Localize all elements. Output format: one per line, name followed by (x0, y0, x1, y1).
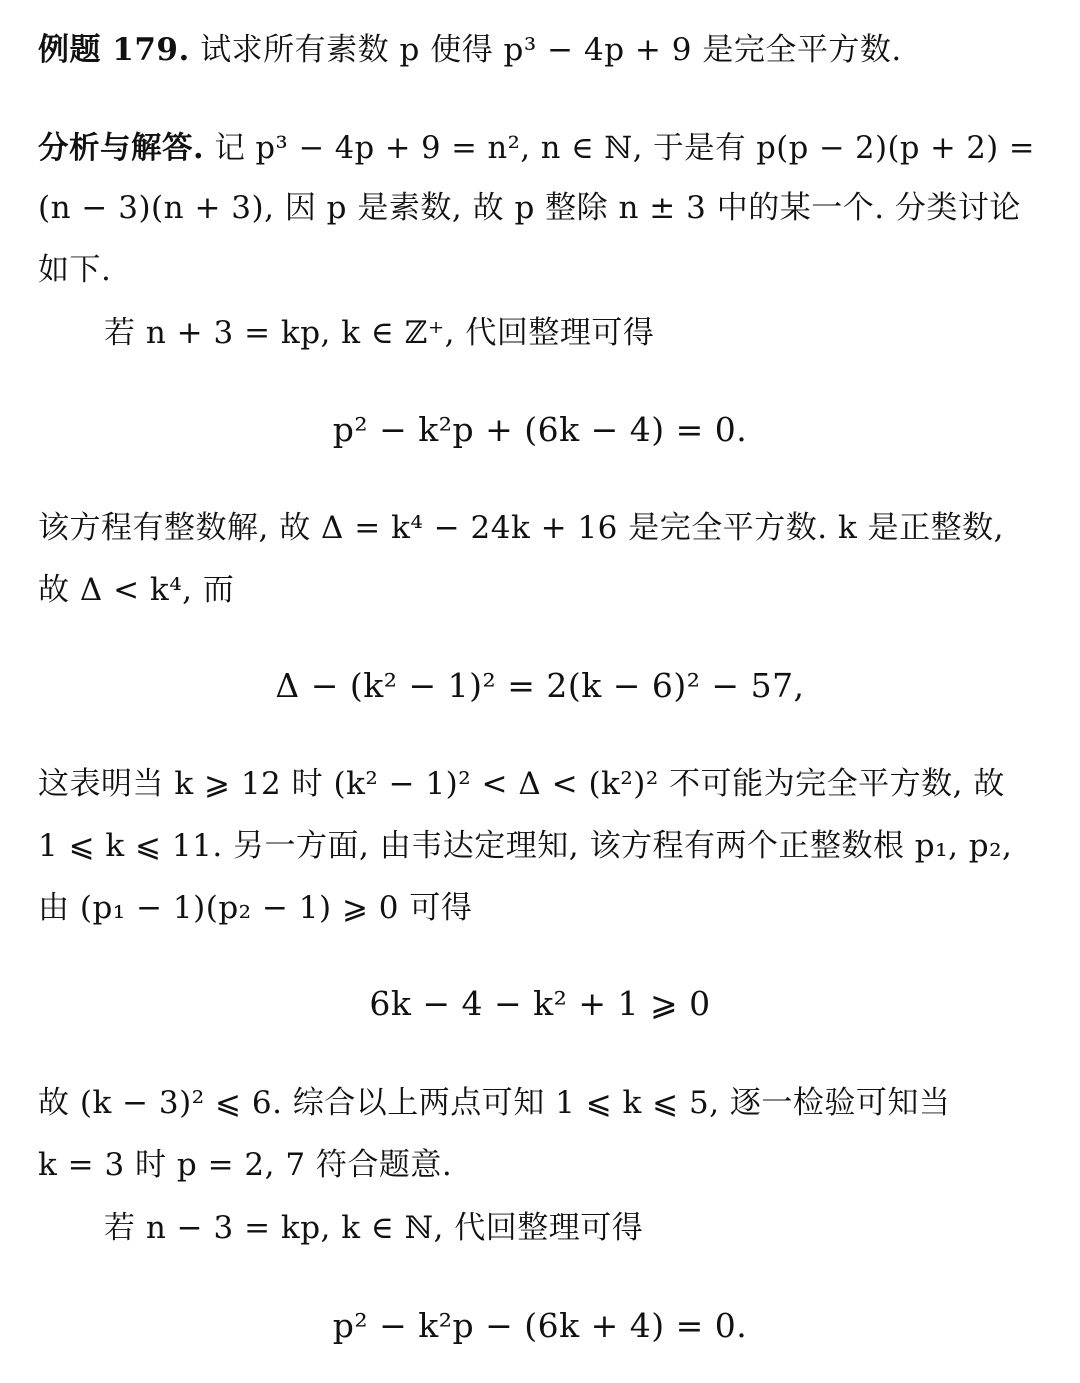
equation-4: p² − k²p − (6k + 4) = 0. (332, 1306, 748, 1345)
solution-line-5: 故 Δ < k⁴, 而 (38, 572, 235, 608)
solution-line-7: 1 ⩽ k ⩽ 11. 另一方面, 由韦达定理知, 该方程有两个正整数根 p₁, p₂, (38, 828, 1013, 864)
solution-line-6: 这表明当 k ⩾ 12 时 (k² − 1)² < Δ < (k²)² 不可能为完全平方数, 故 (38, 766, 1005, 802)
solution-line-8: 由 (p₁ − 1)(p₂ − 1) ⩾ 0 可得 (38, 890, 473, 926)
example-label: 例题 179. (38, 32, 190, 68)
solution-line-1-text: 记 p³ − 4p + 9 = n², n ∈ ℕ, 于是有 p(p − 2)(p + 2) = (214, 131, 1035, 166)
equation-1: p² − k²p + (6k − 4) = 0. (332, 410, 748, 449)
equation-2: Δ − (k² − 1)² = 2(k − 6)² − 57, (275, 666, 805, 705)
solution-line-3: 如下. (38, 252, 112, 288)
case-2-intro: 若 n − 3 = kp, k ∈ ℕ, 代回整理可得 (104, 1210, 644, 1246)
solution-line-1 (38, 128, 1046, 169)
solution-line-2: (n − 3)(n + 3), 因 p 是素数, 故 p 整除 n ± 3 中的某一个. 分类讨论 (38, 190, 1021, 226)
solution-label: 分析与解答. (38, 130, 205, 166)
solution-line-10: k = 3 时 p = 2, 7 符合题意. (38, 1147, 453, 1183)
solution-line-4: 该方程有整数解, 故 Δ = k⁴ − 24k + 16 是完全平方数. k 是正整数, (38, 510, 1004, 546)
equation-3: 6k − 4 − k² + 1 ⩾ 0 (369, 984, 711, 1023)
solution-line-9: 故 (k − 3)² ⩽ 6. 综合以上两点可知 1 ⩽ k ⩽ 5, 逐一检验可知当 (38, 1085, 951, 1121)
example-statement: 试求所有素数 p 使得 p³ − 4p + 9 是完全平方数. (200, 32, 902, 68)
example-heading (38, 30, 1046, 70)
case-1-intro: 若 n + 3 = kp, k ∈ ℤ⁺, 代回整理可得 (104, 315, 655, 351)
